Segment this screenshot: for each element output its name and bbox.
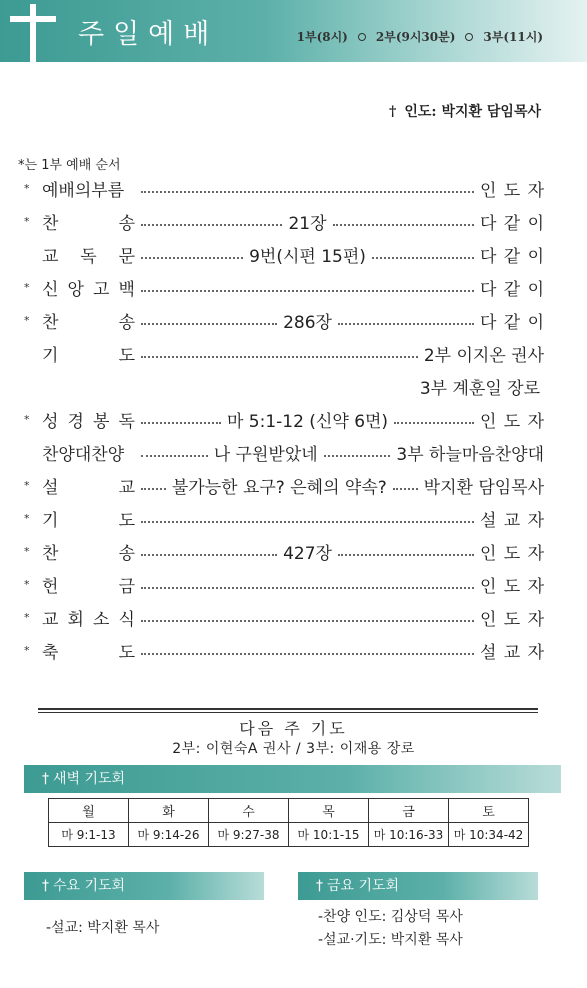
order-row bbox=[24, 271, 544, 304]
divider-line-thin bbox=[38, 712, 538, 713]
order-person: 박지환 담임목사 bbox=[423, 478, 545, 498]
order-row bbox=[24, 535, 544, 568]
circle-separator-icon bbox=[358, 33, 366, 41]
day-cell: 목 bbox=[289, 799, 369, 823]
order-item-name: 신 앙 고 백 bbox=[42, 280, 135, 300]
order-person: 2부 이지온 권사 bbox=[423, 346, 544, 366]
table-row-readings bbox=[49, 823, 529, 847]
order-person: 3부 계훈일 장로 bbox=[419, 379, 540, 399]
dotted-leader bbox=[141, 620, 474, 622]
order-row bbox=[24, 469, 544, 502]
order-row bbox=[24, 403, 544, 436]
order-person: 다 같 이 bbox=[480, 247, 544, 267]
order-item-name: 찬 송 bbox=[42, 214, 135, 234]
dagger-icon: † bbox=[42, 878, 49, 894]
dawn-prayer-title: 새벽 기도회 bbox=[53, 771, 126, 787]
next-prayer-title: 다음 주 기도 bbox=[239, 719, 348, 738]
order-item-name: 찬양대찬양 bbox=[42, 445, 125, 465]
service-time-1: 1부(8시) bbox=[296, 30, 348, 44]
order-person: 다 같 이 bbox=[480, 214, 544, 234]
order-detail: 427장 bbox=[283, 544, 332, 564]
order-note: *는 1부 예배 순서 bbox=[18, 158, 121, 173]
reading-cell: 마 9:27-38 bbox=[209, 823, 289, 847]
order-row bbox=[24, 205, 544, 238]
order-item-name: 기 도 bbox=[42, 346, 135, 366]
order-row bbox=[24, 436, 544, 469]
order-item-name: 헌 금 bbox=[42, 577, 135, 597]
dawn-prayer-table bbox=[48, 798, 529, 847]
order-person: 설 교 자 bbox=[480, 643, 544, 663]
friday-preacher: -설교·기도: 박지환 목사 bbox=[318, 932, 463, 948]
order-detail: 나 구원받았네 bbox=[213, 445, 318, 465]
asterisk-icon: * bbox=[24, 215, 30, 228]
service-time-3: 3부(11시) bbox=[483, 30, 543, 44]
order-row bbox=[24, 238, 544, 271]
reading-cell: 마 10:34-42 bbox=[449, 823, 529, 847]
order-item-name: 기 도 bbox=[42, 511, 135, 531]
order-item-name: 설 교 bbox=[42, 478, 135, 498]
dotted-leader bbox=[141, 521, 474, 523]
order-item-name: 교 독 문 bbox=[42, 247, 135, 267]
divider-line bbox=[38, 708, 538, 710]
worship-leader-text: 인도: 박지환 담임목사 bbox=[404, 104, 541, 120]
asterisk-icon: * bbox=[24, 578, 30, 591]
order-row bbox=[24, 172, 544, 205]
order-item-name: 찬 송 bbox=[42, 544, 135, 564]
order-row bbox=[24, 502, 544, 535]
order-row bbox=[24, 568, 544, 601]
friday-prayer-header bbox=[298, 872, 538, 900]
dagger-icon: † bbox=[389, 104, 397, 120]
dotted-leader bbox=[372, 257, 474, 259]
next-prayer-subtitle: 2부: 이현숙A 권사 / 3부: 이재용 장로 bbox=[172, 741, 415, 757]
dotted-leader bbox=[141, 422, 221, 424]
dagger-icon: † bbox=[42, 771, 49, 787]
order-row bbox=[24, 370, 544, 403]
order-of-service bbox=[24, 172, 544, 667]
day-cell: 수 bbox=[209, 799, 289, 823]
order-detail: 21장 bbox=[288, 214, 327, 234]
order-person: 인 도 자 bbox=[480, 544, 544, 564]
dotted-leader bbox=[338, 554, 474, 556]
service-time-2: 2부(9시30분) bbox=[375, 30, 456, 44]
asterisk-icon: * bbox=[24, 545, 30, 558]
dotted-leader bbox=[394, 422, 474, 424]
cross-icon bbox=[30, 4, 36, 62]
asterisk-icon: * bbox=[24, 314, 30, 327]
reading-cell: 마 10:1-15 bbox=[289, 823, 369, 847]
dotted-leader bbox=[141, 455, 208, 457]
wednesday-preacher: -설교: 박지환 목사 bbox=[46, 920, 160, 936]
order-item-name: 성 경 봉 독 bbox=[42, 412, 135, 432]
dotted-leader bbox=[393, 488, 418, 490]
worship-leader bbox=[389, 101, 541, 121]
friday-prayer-title: 금요 기도회 bbox=[327, 878, 400, 894]
dotted-leader bbox=[333, 224, 474, 226]
dotted-leader bbox=[141, 257, 243, 259]
circle-separator-icon bbox=[465, 33, 473, 41]
order-person: 다 같 이 bbox=[480, 280, 544, 300]
order-item-name: 찬 송 bbox=[42, 313, 135, 333]
order-person: 3부 하늘마음찬양대 bbox=[396, 445, 545, 465]
day-cell: 월 bbox=[49, 799, 129, 823]
reading-cell: 마 9:14-26 bbox=[129, 823, 209, 847]
order-item-name: 교 회 소 식 bbox=[42, 610, 135, 630]
order-person: 다 같 이 bbox=[480, 313, 544, 333]
asterisk-icon: * bbox=[24, 413, 30, 426]
reading-cell: 마 10:16-33 bbox=[369, 823, 449, 847]
order-detail: 9번(시편 15편) bbox=[249, 247, 366, 267]
wednesday-prayer-header bbox=[24, 872, 264, 900]
day-cell: 화 bbox=[129, 799, 209, 823]
order-row bbox=[24, 601, 544, 634]
asterisk-icon: * bbox=[24, 281, 30, 294]
asterisk-icon: * bbox=[24, 611, 30, 624]
dotted-leader bbox=[141, 356, 418, 358]
dotted-leader bbox=[141, 191, 474, 193]
order-person: 설 교 자 bbox=[480, 511, 544, 531]
order-row bbox=[24, 337, 544, 370]
order-person: 인 도 자 bbox=[480, 412, 545, 432]
dotted-leader bbox=[141, 488, 166, 490]
friday-praise-leader: -찬양 인도: 김상덕 목사 bbox=[318, 909, 463, 925]
order-detail: 불가능한 요구? 은혜의 약속? bbox=[171, 478, 387, 498]
dawn-prayer-header bbox=[24, 765, 561, 793]
order-row bbox=[24, 304, 544, 337]
order-item-name: 예배의부름 bbox=[42, 181, 125, 201]
dotted-leader bbox=[338, 323, 474, 325]
asterisk-icon: * bbox=[24, 182, 30, 195]
cross-icon-bar bbox=[10, 16, 56, 22]
order-detail: 마 5:1-12 (신약 6면) bbox=[226, 412, 389, 432]
day-cell: 토 bbox=[449, 799, 529, 823]
order-detail: 286장 bbox=[283, 313, 332, 333]
order-person: 인 도 자 bbox=[480, 610, 544, 630]
dotted-leader bbox=[141, 224, 282, 226]
order-item-name: 축 도 bbox=[42, 643, 135, 663]
dotted-leader bbox=[141, 587, 474, 589]
dotted-leader bbox=[324, 455, 391, 457]
dotted-leader bbox=[141, 653, 474, 655]
page-title: 주일예배 bbox=[78, 19, 219, 50]
dotted-leader bbox=[141, 323, 277, 325]
service-times bbox=[297, 28, 543, 45]
reading-cell: 마 9:1-13 bbox=[49, 823, 129, 847]
asterisk-icon: * bbox=[24, 644, 30, 657]
dagger-icon: † bbox=[316, 878, 323, 894]
order-person: 인 도 자 bbox=[480, 577, 544, 597]
header-banner bbox=[0, 0, 587, 62]
asterisk-icon: * bbox=[24, 512, 30, 525]
day-cell: 금 bbox=[369, 799, 449, 823]
order-row bbox=[24, 634, 544, 667]
dotted-leader bbox=[141, 290, 474, 292]
order-person: 인 도 자 bbox=[480, 181, 544, 201]
dotted-leader bbox=[141, 554, 277, 556]
wednesday-prayer-title: 수요 기도회 bbox=[53, 878, 126, 894]
asterisk-icon: * bbox=[24, 479, 30, 492]
table-row-days bbox=[49, 799, 529, 823]
